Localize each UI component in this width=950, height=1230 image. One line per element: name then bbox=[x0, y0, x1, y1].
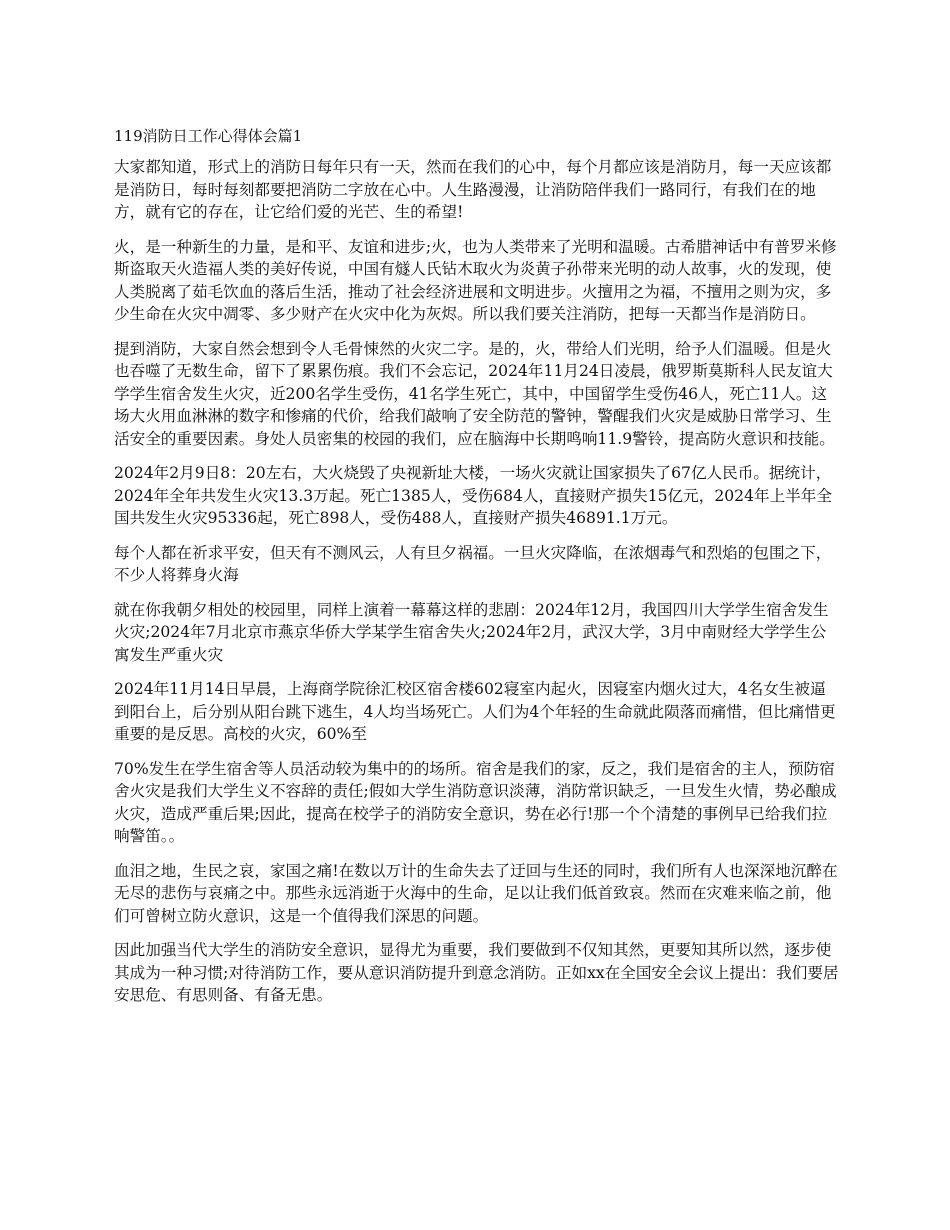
paragraph-1: 大家都知道，形式上的消防日每年只有一天，然而在我们的心中，每个月都应该是消防月，每一天应该都是消防日，每时每刻都要把消防二字放在心中。人生路漫漫，让消防陪伴我们一路同行，有我们在的地方，就有它的存在，让它给们爱的光芒、生的希望! bbox=[114, 158, 832, 221]
paragraph-4: 2024年2月9日8：20左右，大火烧毁了央视新址大楼，一场火灾就让国家损失了67亿人民币。据统计，2024年全年共发生火灾13.3万起。死亡1385人，受伤684人，直接财产损失15亿元，2024年上半年全国共发生火灾95336起，死亡898人，受伤488人，直接财产损失46891.1万元。 bbox=[114, 464, 832, 527]
paragraph-7: 2024年11月14日早晨，上海商学院徐汇校区宿舍楼602寝室内起火，因寝室内烟火过大，4名女生被逼到阳台上，后分别从阳台跳下逃生，4人均当场死亡。人们为4个年轻的生命就此陨落而痛惜，但比痛惜更重要的是反思。高校的火灾，60%至 bbox=[114, 680, 836, 743]
paragraph-5: 每个人都在祈求平安，但天有不测风云，人有旦夕祸福。一旦火灾降临，在浓烟毒气和烈焰的包围之下，不少人将葬身火海 bbox=[114, 543, 832, 584]
document-page bbox=[114, 125, 840, 1019]
paragraph-9: 血泪之地，生民之哀，家国之痛!在数以万计的生命失去了迂回与生还的同时，我们所有人也深深地沉醉在无尽的悲伤与哀痛之中。那些永远消逝于火海中的生命，足以让我们低首致哀。然而在灾难来临之前，他们可曾树立防火意识，这是一个值得我们深思的问题。 bbox=[114, 861, 838, 925]
paragraph-2: 火，是一种新生的力量，是和平、友谊和进步;火，也为人类带来了光明和温暖。古希腊神话中有普罗米修斯盗取天火造福人类的美好传说，中国有燧人氏钻木取火为炎黄子孙带来光明的动人故事，火的发现，使人类脱离了茹毛饮血的落后生活，推动了社会经济进展和文明进步。火擅用之为福，不擅用之则为灾，多少生命在火灾中凋零、多少财产在火灾中化为灰烬。所以我们要关注消防，把每一天都当作是消防日。 bbox=[114, 237, 837, 323]
document-title: 119消防日工作心得体会篇1 bbox=[114, 127, 303, 145]
paragraph-6: 就在你我朝夕相处的校园里，同样上演着一幕幕这样的悲剧：2024年12月，我国四川大学学生宿舍发生火灾;2024年7月北京市燕京华侨大学某学生宿舍失火;2024年2月，武汉大学，3月中南财经大学学生公寓发生严重火灾 bbox=[114, 600, 829, 664]
paragraph-3: 提到消防，大家自然会想到令人毛骨悚然的火灾二字。是的，火，带给人们光明，给予人们温暖。但是火也吞噬了无数生命，留下了累累伤痕。我们不会忘记，2024年11月24日凌晨，俄罗斯莫斯科人民友谊大学学生宿舍发生火灾，近200名学生受伤，41名学生死亡，其中，中国留学生受伤46人，死亡11人。这场大火用血淋淋的数字和惨痛的代价，给我们敲响了安全防范的警钟，警醒我们火灾是威胁日常学习、生活安全的重要因素。身处人员密集的校园的我们，应在脑海中长期鸣响11.9警铃，提高防火意识和技能。 bbox=[114, 339, 835, 448]
paragraph-8: 70%发生在学生宿舍等人员活动较为集中的的场所。宿舍是我们的家，反之，我们是宿舍的主人，预防宿舍火灾是我们大学生义不容辞的责任;假如大学生消防意识淡薄，消防常识缺乏，一旦发生火情，势必酿成火灾，造成严重后果;因此，提高在校学子的消防安全意识，势在必行!那一个个清楚的事例早已给我们拉响警笛。。 bbox=[114, 759, 837, 845]
paragraph-10: 因此加强当代大学生的消防安全意识，显得尤为重要，我们要做到不仅知其然，更要知其所以然，逐步使其成为一种习惯;对待消防工作，要从意识消防提升到意念消防。正如xx在全国安全会议上提出：我们要居安思危、有思则备、有备无患。 bbox=[114, 941, 839, 1004]
